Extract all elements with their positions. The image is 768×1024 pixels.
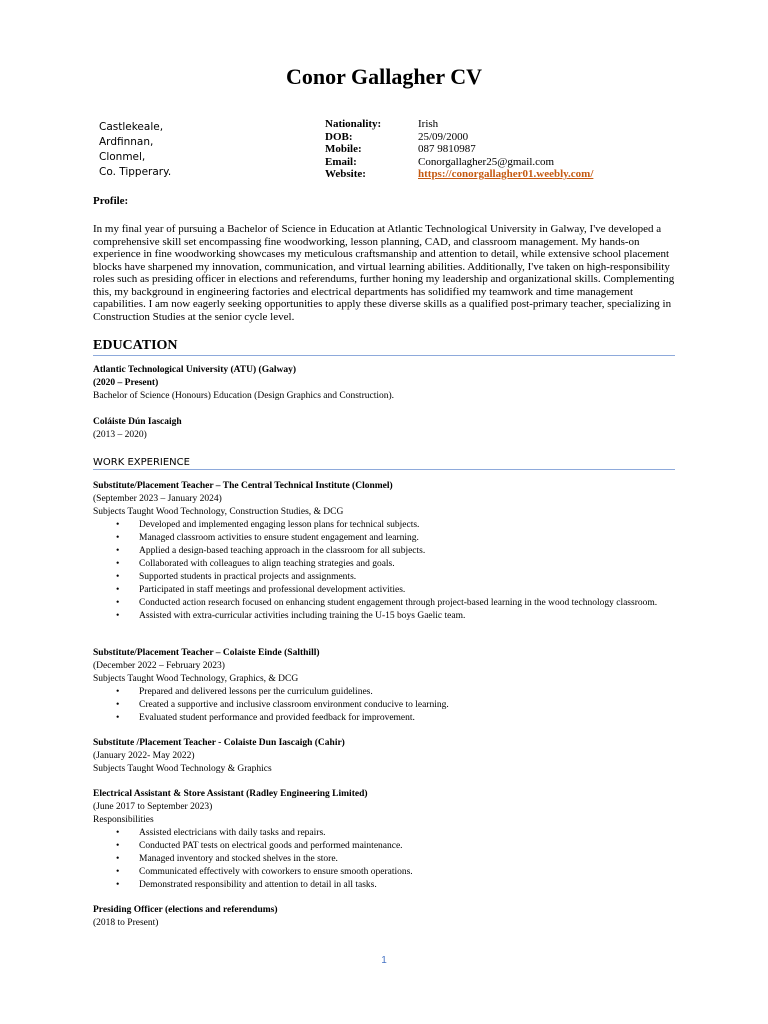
contact-value: 25/09/2000: [418, 130, 469, 143]
contact-row-email: [325, 156, 593, 169]
contact-value: Conorgallagher25@gmail.com: [418, 155, 555, 168]
page-title: Conor Gallagher CV: [286, 64, 482, 89]
job-bullets: [93, 827, 683, 892]
bullet-item: • Assisted electricians with daily tasks and repairs.: [93, 827, 683, 840]
address-line: Castlekeale,: [99, 121, 164, 133]
bullet-item: • Managed inventory and stocked shelves in the store.: [93, 853, 683, 866]
contact-label: Website:: [325, 168, 366, 180]
contact-row-nationality: [325, 118, 593, 131]
contact-row-mobile: [325, 143, 593, 156]
job-entry: [93, 904, 683, 930]
bullet-item: • Evaluated student performance and provided feedback for improvement.: [93, 712, 683, 725]
work-experience-heading: WORK EXPERIENCE: [93, 457, 675, 470]
job-dates: (June 2017 to September 2023): [93, 802, 213, 812]
address-line: Ardfinnan,: [99, 136, 154, 148]
job-entry: [93, 737, 683, 776]
contact-value: 087 9810987: [418, 143, 476, 155]
job-bullets: [93, 686, 683, 725]
bullet-item: • Communicated effectively with coworkers to ensure smooth operations.: [93, 866, 683, 879]
address-block: [99, 120, 171, 180]
education-dates: (2020 – Present): [93, 378, 159, 388]
job-bullets: [93, 519, 683, 623]
address-line: Co. Tipperary.: [99, 166, 172, 178]
contact-label: Email:: [325, 155, 357, 168]
job-title: Substitute /Placement Teacher - Colaiste Dun Iascaigh (Cahir): [93, 738, 345, 748]
job-title: Substitute/Placement Teacher – Colaiste Einde (Salthill): [93, 648, 320, 658]
bullet-item: • Participated in staff meetings and professional development activities.: [93, 584, 683, 597]
education-entry: [93, 364, 683, 403]
bullet-item: • Developed and implemented engaging lesson plans for technical subjects.: [93, 519, 683, 532]
job-entry: [93, 788, 683, 892]
contact-label: DOB:: [325, 130, 353, 143]
education-institution: Coláiste Dún Iascaigh: [93, 417, 182, 427]
job-dates: (September 2023 – January 2024): [93, 494, 222, 504]
education-detail: Bachelor of Science (Honours) Education (Design Graphics and Construction).: [93, 391, 395, 401]
bullet-item: • Prepared and delivered lessons per the curriculum guidelines.: [93, 686, 683, 699]
job-entry: [93, 480, 683, 623]
bullet-item: • Conducted action research focused on enhancing student engagement through project-based learning in the wood technology classroom.: [93, 597, 683, 610]
job-title: Electrical Assistant & Store Assistant (Radley Engineering Limited): [93, 789, 368, 799]
job-subtitle: Subjects Taught Wood Technology & Graphics: [93, 764, 272, 774]
address-line: Clonmel,: [99, 151, 146, 163]
contact-row-website: [325, 168, 593, 181]
education-heading: EDUCATION: [93, 338, 675, 356]
website-link[interactable]: https://conorgallagher01.weebly.com/: [418, 168, 594, 180]
education-dates: (2013 – 2020): [93, 430, 147, 440]
job-title: Substitute/Placement Teacher – The Central Technical Institute (Clonmel): [93, 481, 393, 491]
job-subtitle: Subjects Taught Wood Technology, Graphics, & DCG: [93, 674, 299, 684]
bullet-item: • Collaborated with colleagues to align teaching strategies and goals.: [93, 558, 683, 571]
contact-label: Nationality:: [325, 118, 382, 130]
bullet-item: • Supported students in practical projects and assignments.: [93, 571, 683, 584]
job-dates: (January 2022- May 2022): [93, 751, 195, 761]
job-dates: (2018 to Present): [93, 918, 159, 928]
bullet-item: • Managed classroom activities to ensure student engagement and learning.: [93, 532, 683, 545]
job-title: Presiding Officer (elections and referendums): [93, 905, 278, 915]
education-entry: [93, 416, 683, 442]
contact-label: Mobile:: [325, 143, 362, 155]
profile-heading: Profile:: [93, 195, 129, 207]
profile-text: In my final year of pursuing a Bachelor of Science in Education at Atlantic Technological University in Galway, I've developed a comprehensive skill set encompassing fine woodworking, lesson planning, CAD, and classroom management. My hands-on experience in fine woodworking showcases my meticulous craftsmanship and attention to detail, while extensive school placement blocks have sharpened my innovation, communication, and virtual learning abilities. Additionally, I've taken on high-responsibility roles such as presiding officer in elections and referendums, further honing my leadership and organizational skills. Complementing this, my background in engineering factories and electrical departments has solidified my teamwork and time management capabilities. I am now eagerly seeking opportunities to apply these diverse skills as a qualified post-primary teacher, specializing in Construction Studies at the senior cycle level.: [93, 223, 675, 323]
bullet-item: • Applied a design-based teaching approach in the classroom for all subjects.: [93, 545, 683, 558]
contact-details: [325, 118, 593, 181]
bullet-item: • Assisted with extra-curricular activities including training the U-15 boys Gaelic team.: [93, 610, 683, 623]
bullet-item: • Created a supportive and inclusive classroom environment conducive to learning.: [93, 699, 683, 712]
job-dates: (December 2022 – February 2023): [93, 661, 225, 671]
bullet-item: • Demonstrated responsibility and attention to detail in all tasks.: [93, 879, 683, 892]
job-entry: [93, 647, 683, 725]
job-subtitle: Subjects Taught Wood Technology, Construction Studies, & DCG: [93, 507, 344, 517]
education-institution: Atlantic Technological University (ATU) (Galway): [93, 365, 297, 375]
page-number: 1: [381, 955, 387, 966]
contact-value: Irish: [418, 118, 439, 130]
job-subtitle: Responsibilities: [93, 815, 154, 825]
contact-row-dob: [325, 131, 593, 144]
bullet-item: • Conducted PAT tests on electrical goods and performed maintenance.: [93, 840, 683, 853]
